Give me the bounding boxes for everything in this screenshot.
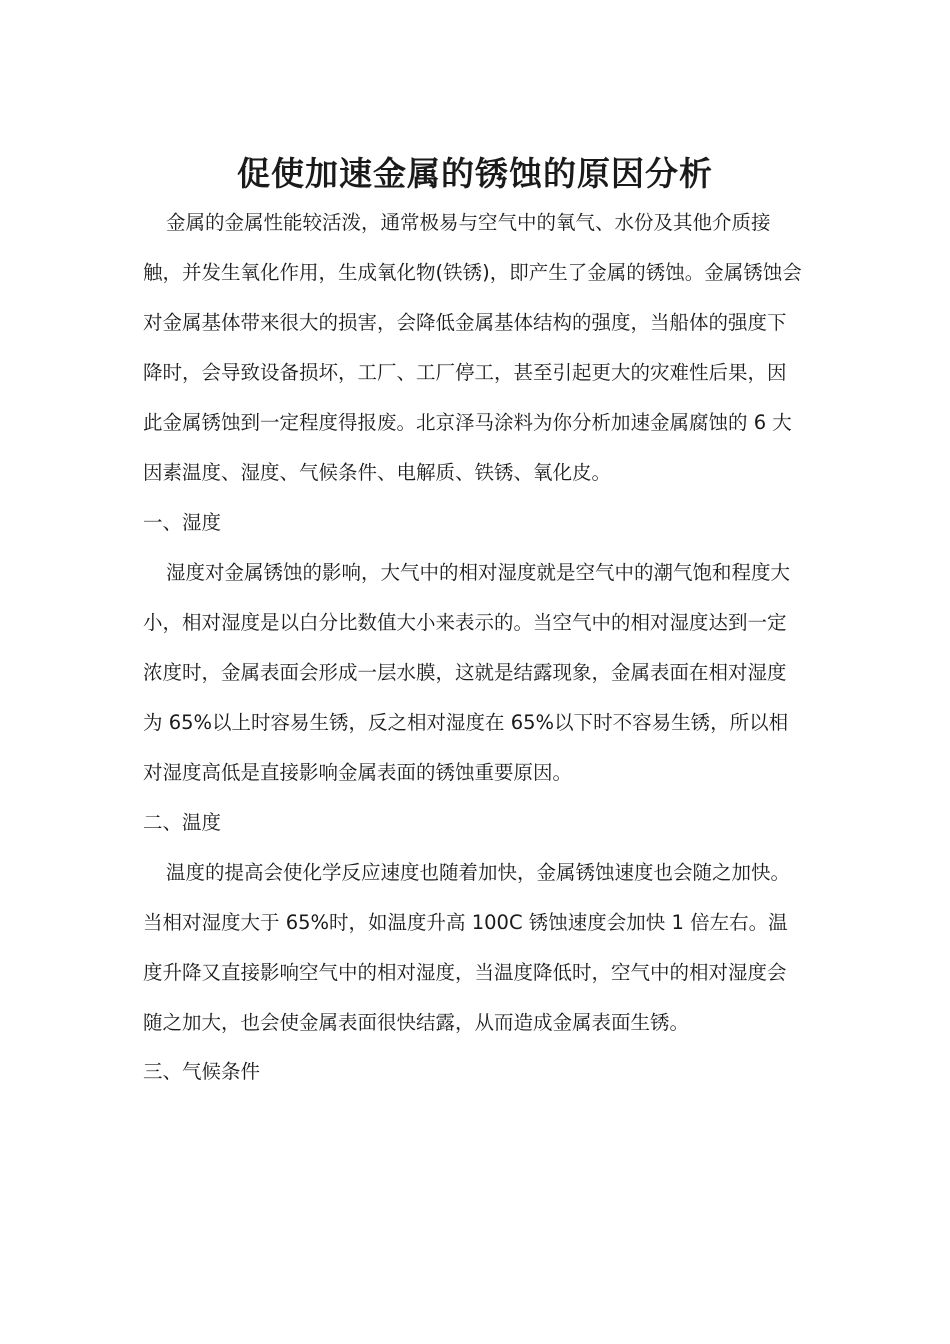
intro-paragraph: 金属的金属性能较活泼，通常极易与空气中的氧气、水份及其他介质接触，并发生氧化作用，生成氧化物(铁锈)，即产生了金属的锈蚀。金属锈蚀会对金属基体带来很大的损害，会降低金属基体结构的强度，当船体的强度下降时，会导致设备损坏，工厂、工厂停工，甚至引起更大的灾难性后果，因此金属锈蚀到一定程度得报废。北京泽马涂料为你分析加速金属腐蚀的 6 大因素温度、湿度、气候条件、电解质、铁锈、氧化皮。 xyxy=(143,211,802,484)
humidity-paragraph: 湿度对金属锈蚀的影响，大气中的相对湿度就是空气中的潮气饱和程度大小，相对湿度是以白分比数值大小来表示的。当空气中的相对湿度达到一定浓度时，金属表面会形成一层水膜，这就是结露现象，金属表面在相对湿度为 65%以上时容易生锈，反之相对湿度在 65%以下时不容易生锈，所以相对湿度高低是直接影响金属表面的锈蚀重要原因。 xyxy=(143,561,791,784)
section-heading-humidity: 一、湿度 xyxy=(143,511,222,534)
temperature-paragraph: 温度的提高会使化学反应速度也随着加快，金属锈蚀速度也会随之加快。当相对湿度大于 65%时，如温度升高 100C 锈蚀速度会加快 1 倍左右。温度升降又直接影响空气中的相对湿度，当温度降低时，空气中的相对湿度会随之加大，也会使金属表面很快结露，从而造成金属表面生锈。 xyxy=(143,861,791,1034)
section-heading-climate: 三、气候条件 xyxy=(143,1060,261,1083)
document-title: 促使加速金属的锈蚀的原因分析 xyxy=(237,154,713,193)
section-heading-temperature: 二、温度 xyxy=(143,811,222,834)
